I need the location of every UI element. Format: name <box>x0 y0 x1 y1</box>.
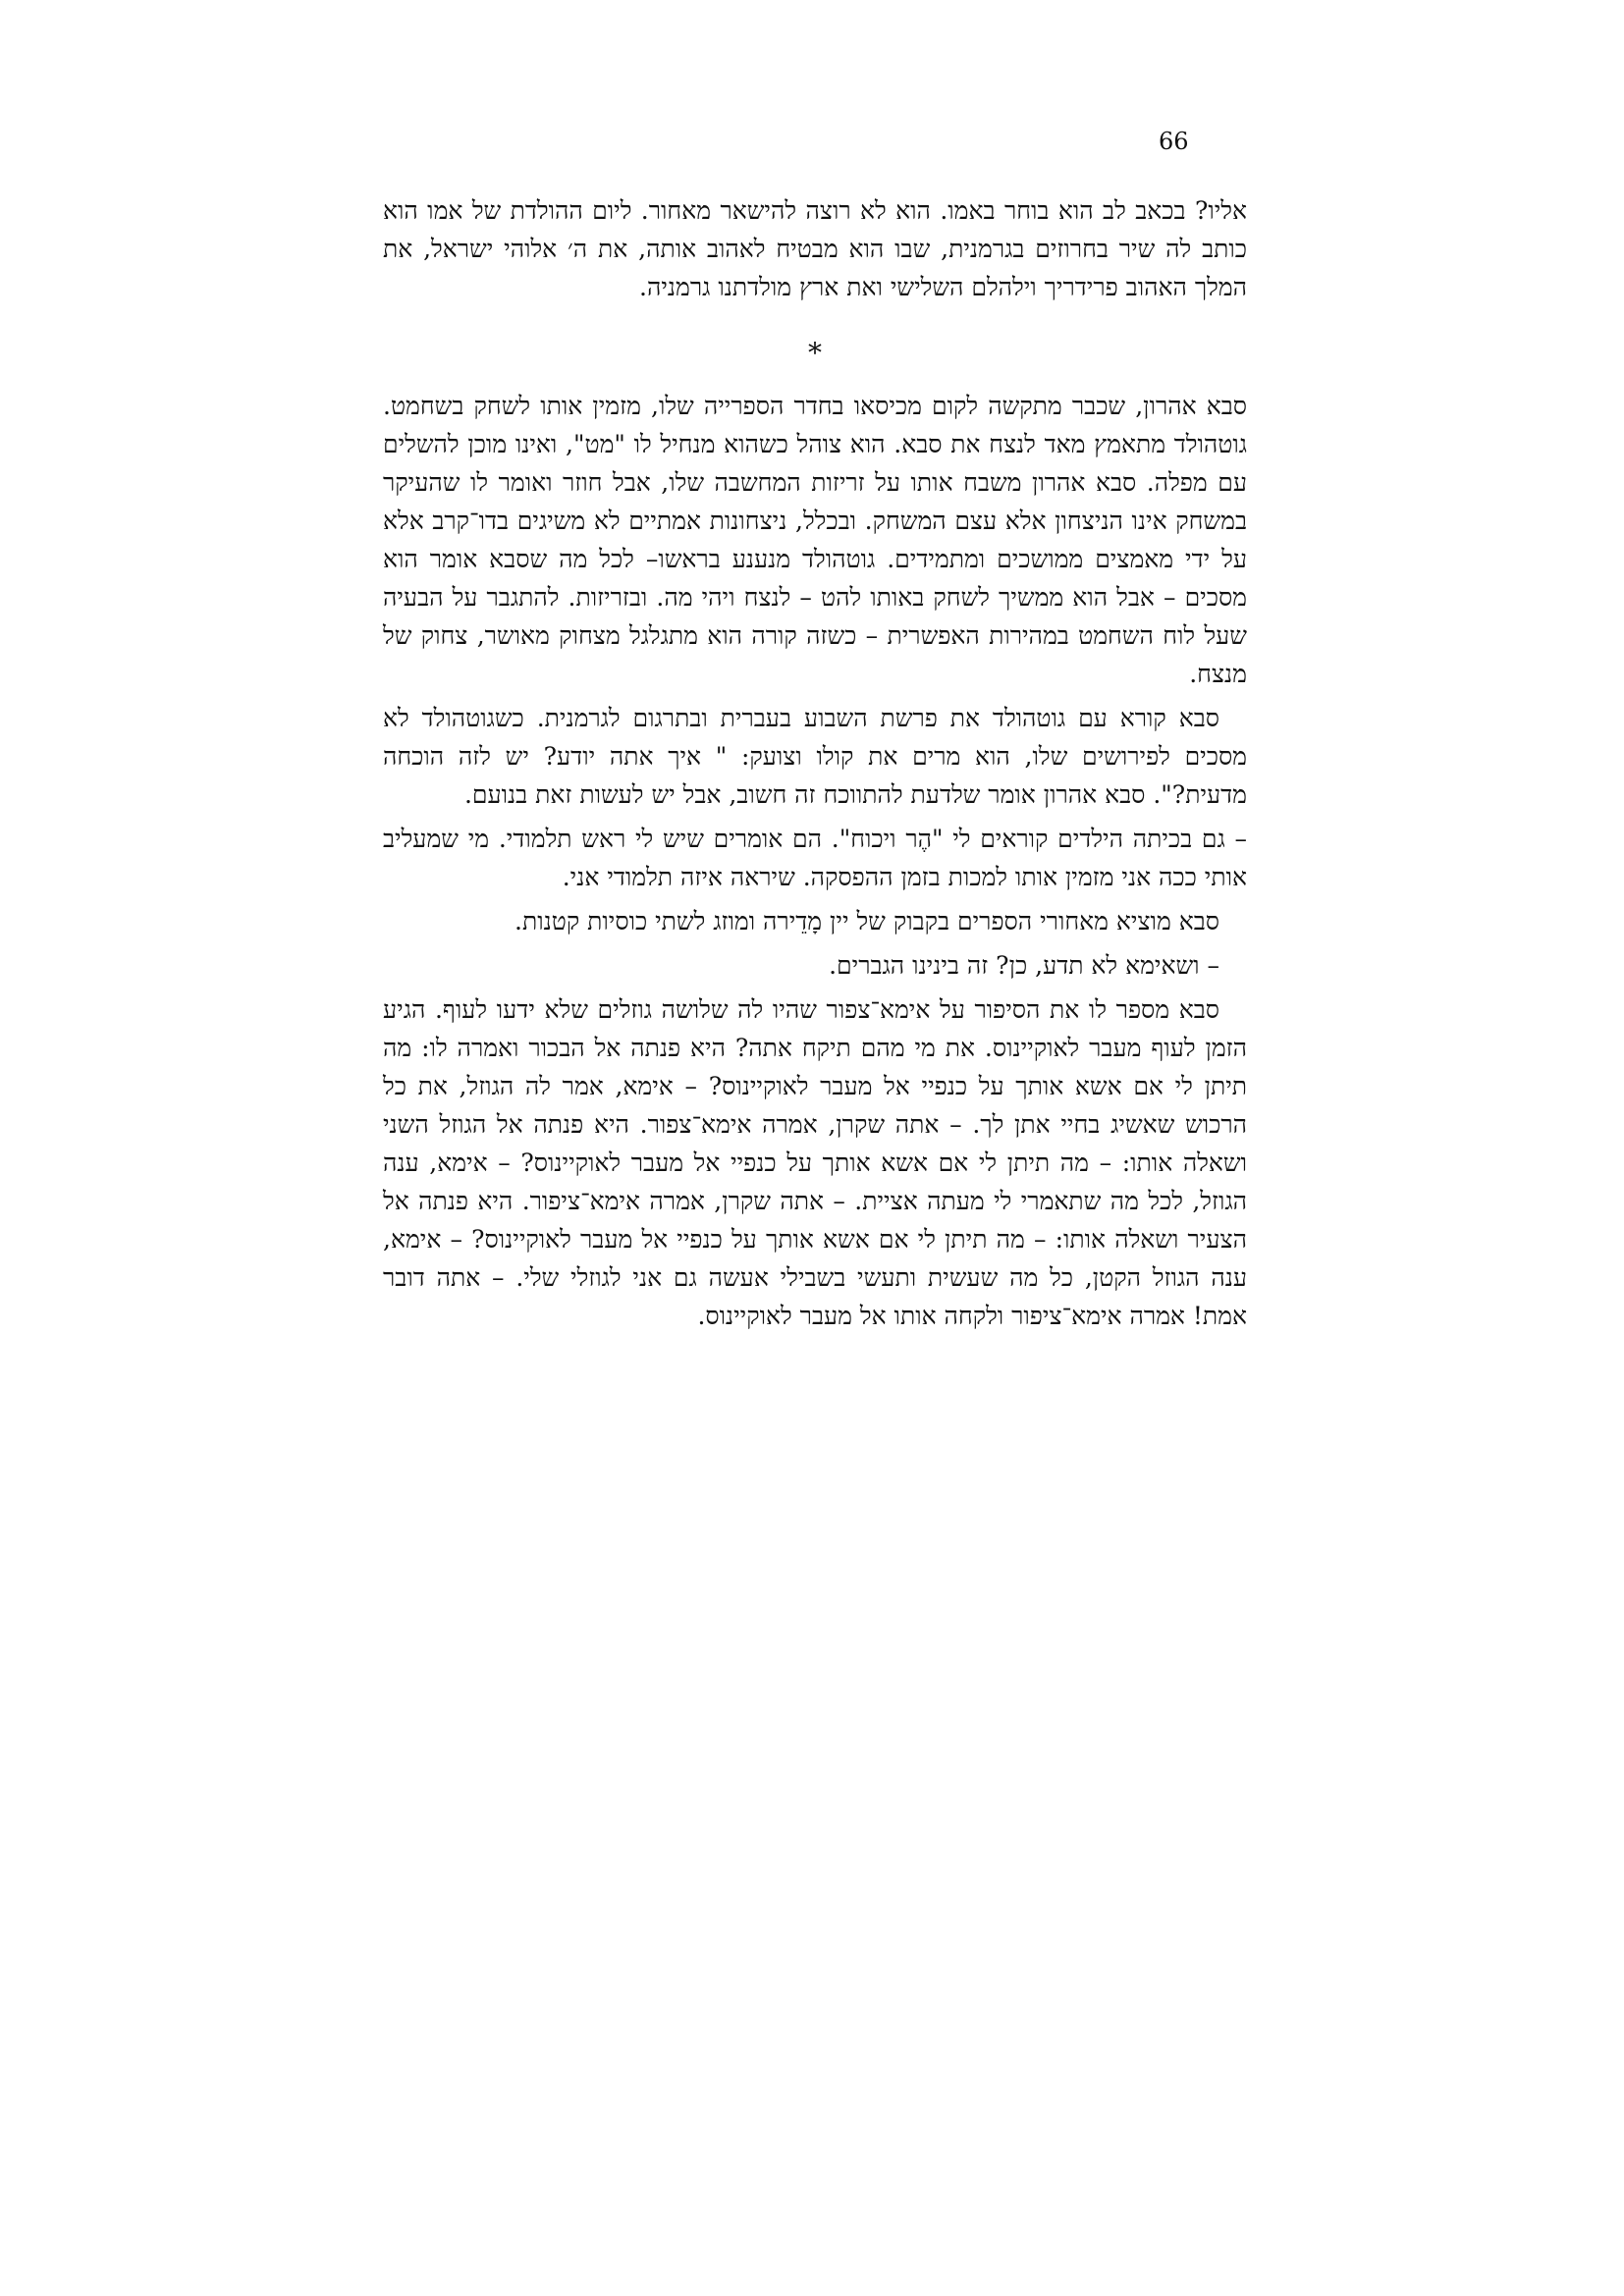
paragraph-bird-story: סבא מספר לו את הסיפור על אימא־צפור שהיו לה שלושה גוזלים שלא ידעו לעוף. הגיע הזמן לעוף מעבר לאוקיינוס. את מי מהם תיקח אתה? היא פנתה אל הבכור ואמרה לו: מה תיתן לי אם אשא אותך על כנפיי אל מעבר לאוקיינוס? – אימא, אמר לה הגוזל, את כל הרכוש שאשיג בחיי אתן לך. – אתה שקרן, אמרה אימא־צפור. היא פנתה אל הגוזל השני ושאלה אותו: – מה תיתן לי אם אשא אותך על כנפיי אל מעבר לאוקיינוס? – אימא, ענה הגוזל, לכל מה שתאמרי לי מעתה אציית. – אתה שקרן, אמרה אימא־ציפור. היא פנתה אל הצעיר ושאלה אותו: – מה תיתן לי אם אשא אותך על כנפיי אל מעבר לאוקיינוס? – אימא, ענה הגוזל הקטן, כל מה שעשית ותעשי בשבילי אעשה גם אני לגוזלי שלי. – אתה דובר אמת! אמרה אימא־ציפור ולקחה אותו אל מעבר לאוקיינוס. <box>383 995 1247 1330</box>
paragraph-torah-reading: סבא קורא עם גוטהולד את פרשת השבוע בעברית ובתרגום לגרמנית. כשגוטהולד לא מסכים לפירושים שלו, הוא מרים את קולו וצועק: " איך אתה יודע? יש לזה הוכחה מדעית?". סבא אהרון אומר שלדעת להתווכח זה חשוב, אבל יש לעשות זאת בנועם. <box>383 704 1247 809</box>
page-text <box>383 191 1247 1341</box>
paragraph-dialogue-talmudic: – גם בכיתה הילדים קוראים לי "הֶר ויכוח". הם אומרים שיש לי ראש תלמודי. מי שמעליב אותי ככה אני מזמין אותו למכות בזמן ההפסקה. שיראה איזה תלמודי אני. <box>383 825 1247 891</box>
paragraph-chess: סבא אהרון, שכבר מתקשה לקום מכיסאו בחדר הספרייה שלו, מזמין אותו לשחק בשחמט. גוטהולד מתאמץ מאד לנצח את סבא. הוא צוהל כשהוא מנחיל לו "מט", ואינו מוכן להשלים עם מפלה. סבא אהרון משבח אותו על זריזות המחשבה שלו, אבל חוזר ואומר לו שהעיקר במשחק אינו הניצחון אלא עצם המשחק. ובכלל, ניצחונות אמתיים לא משיגים בדו־קרב אלא על ידי מאמצים ממושכים ומתמידים. גוטהולד מנענע בראשו– לכל מה שסבא אומר הוא מסכים – אבל הוא ממשיך לשחק באותו להט – לנצח ויהי מה. ובזריזות. להתגבר על הבעיה שעל לוח השחמט במהירות האפשרית – כשזה קורה הוא מתגלגל מצחוק מאושר, צחוק של מנצח. <box>383 392 1247 688</box>
page-number: 66 <box>1159 128 1189 155</box>
section-separator: * <box>808 337 822 369</box>
paragraph-dialogue-secret: – ושאימא לא תדע, כן? זה בינינו הגברים. <box>829 951 1219 980</box>
paragraph-madeira: סבא מוציא מאחורי הספרים בקבוק של יין מָדֵירה ומוזג לשתי כוסיות קטנות. <box>514 907 1219 935</box>
paragraph-opening: אליו? בכאב לב הוא בוחר באמו. הוא לא רוצה להישאר מאחור. ליום ההולדת של אמו הוא כותב לה שיר בחרוזים בגרמנית, שבו הוא מבטיח לאהוב אותה, את ה׳ אלוהי ישראל, את המלך האהוב פרידריך וילהלם השלישי ואת ארץ מולדתנו גרמניה. <box>383 196 1247 301</box>
